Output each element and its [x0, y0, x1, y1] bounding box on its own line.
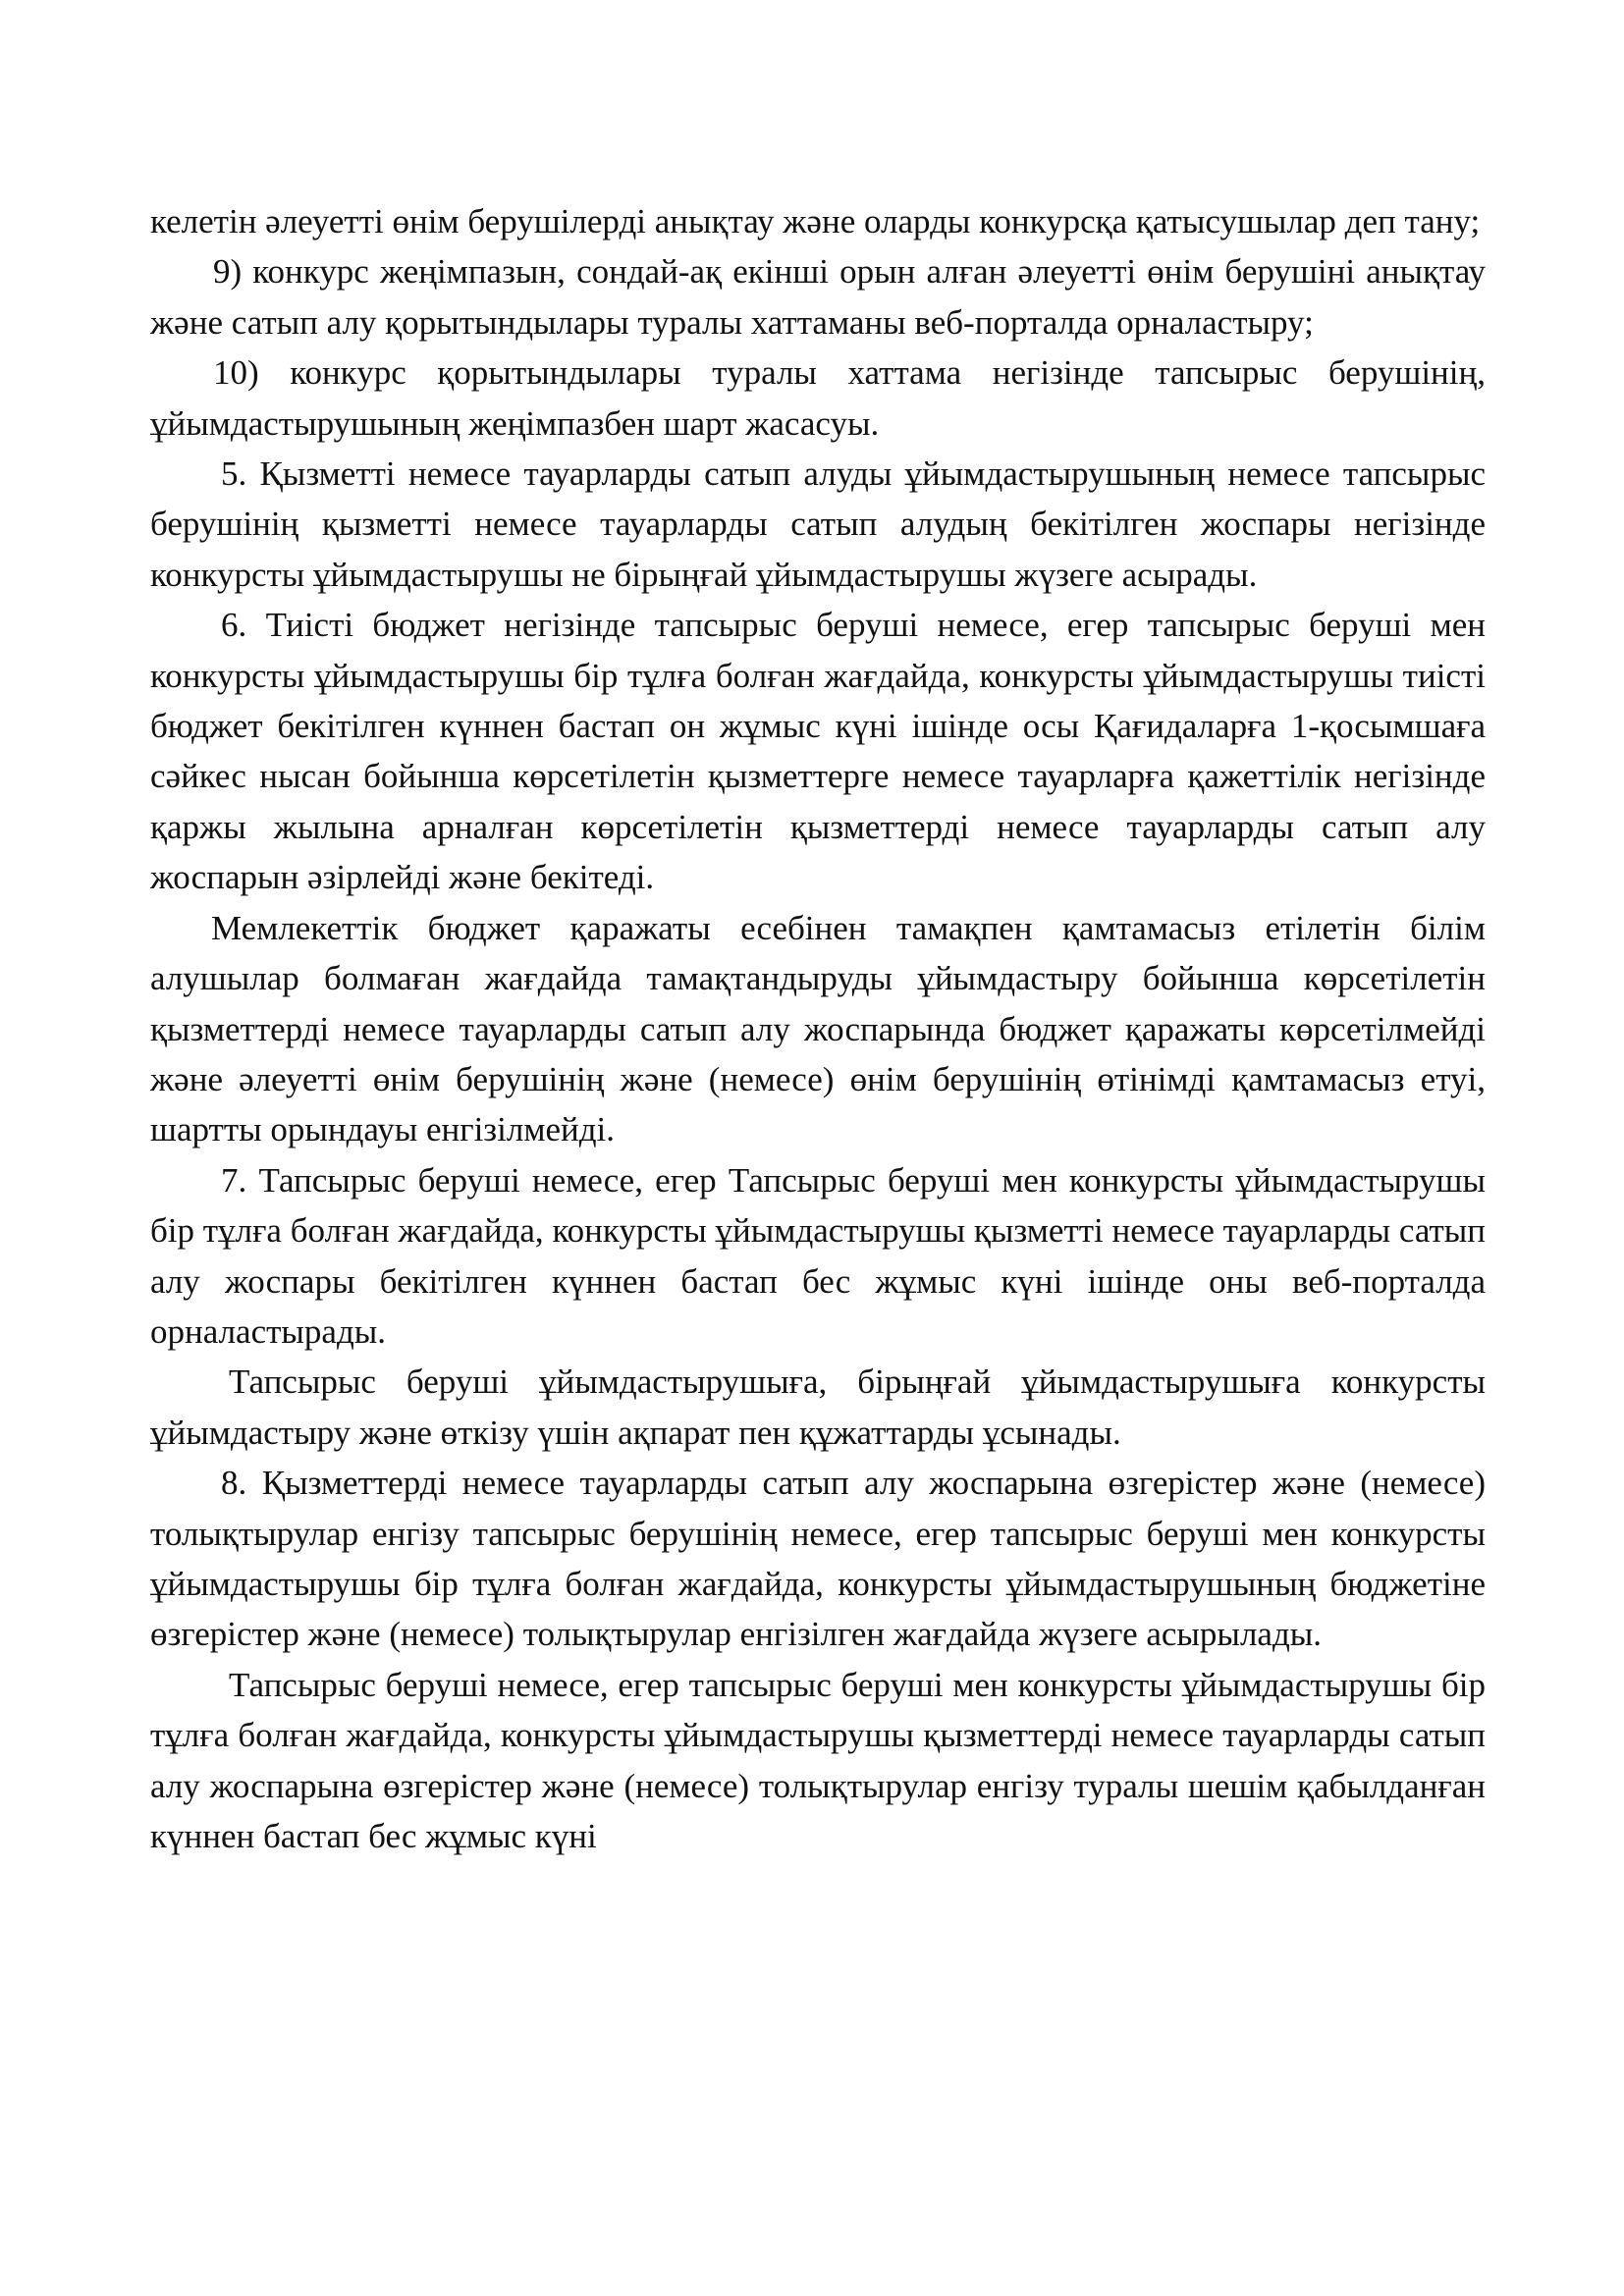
paragraph-2: 9) конкурс жеңімпазын, сондай-ақ екінші орын алған әлеуетті өнім берушіні анықтау және сатып алу қорытындылары туралы хаттаманы веб-порталда орналастыру;: [150, 252, 1486, 342]
paragraph-8: Тапсырыс беруші ұйымдастырушыға, бірыңғай ұйымдастырушыға конкурсты ұйымдастыру және өткізу үшін ақпарат пен құжаттарды ұсынады.: [150, 1362, 1486, 1452]
paragraph-10: Тапсырыс беруші немесе, егер тапсырыс беруші мен конкурсты ұйымдастырушы бір тұлға болған жағдайда, конкурсты ұйымдастырушы қызметтерді немесе тауарларды сатып алу жоспарына өзгерістер және (немесе) толықтырулар енгізу туралы шешім қабылданған күннен бастап бес жұмыс күні: [150, 1665, 1486, 1855]
paragraph-5: 6. Тиісті бюджет негізінде тапсырыс беруші немесе, егер тапсырыс беруші мен конкурсты ұйымдастырушы бір тұлға болған жағдайда, конкурсты ұйымдастырушы тиісті бюджет бекітілген күннен бастап он жұмыс күні ішінде осы Қағидаларға 1-қосымшаға сәйкес нысан бойынша көрсетілетін қызметтерге немесе тауарларға қажеттілік негізінде қаржы жылына арналған көрсетілетін қызметтерді немесе тауарларды сатып алу жоспарын әзірлейді және бекітеді.: [150, 606, 1486, 897]
paragraph-1: келетін әлеуетті өнім берушілерді анықтау және оларды конкурсқа қатысушылар деп тану;: [150, 202, 1481, 240]
paragraph-7: 7. Тапсырыс беруші немесе, егер Тапсырыс беруші мен конкурсты ұйымдастырушы бір тұлға болған жағдайда, конкурсты ұйымдастырушы қызметті немесе тауарларды сатып алу жоспары бекітілген күннен бастап бес жұмыс күні ішінде оны веб-порталда орналастырады.: [150, 1160, 1486, 1351]
paragraph-3: 10) конкурс қорытындылары туралы хаттама негізінде тапсырыс берушінің, ұйымдастырушының жеңімпазбен шарт жасасуы.: [150, 353, 1486, 443]
paragraph-9: 8. Қызметтерді немесе тауарларды сатып алу жоспарына өзгерістер және (немесе) толықтырулар енгізу тапсырыс берушінің немесе, егер тапсырыс беруші мен конкурсты ұйымдастырушы бір тұлға болған жағдайда, конкурсты ұйымдастырушының бюджетіне өзгерістер және (немесе) толықтырулар енгізілген жағдайда жүзеге асырылады.: [150, 1464, 1486, 1654]
paragraph-6: Мемлекеттік бюджет қаражаты есебінен тамақпен қамтамасыз етілетін білім алушылар болмаған жағдайда тамақтандыруды ұйымдастыру бойынша көрсетілетін қызметтерді немесе тауарларды сатып алу жоспарында бюджет қаражаты көрсетілмейді және әлеуетті өнім берушінің және (немесе) өнім берушінің өтінімді қамтамасыз етуі, шартты орындауы енгізілмейді.: [150, 908, 1486, 1149]
document-page: [150, 196, 1486, 1861]
paragraph-4: 5. Қызметті немесе тауарларды сатып алуды ұйымдастырушының немесе тапсырыс берушінің қызметті немесе тауарларды сатып алудың бекітілген жоспары негізінде конкурсты ұйымдастырушы не бірыңғай ұйымдастырушы жүзеге асырады.: [150, 454, 1486, 594]
